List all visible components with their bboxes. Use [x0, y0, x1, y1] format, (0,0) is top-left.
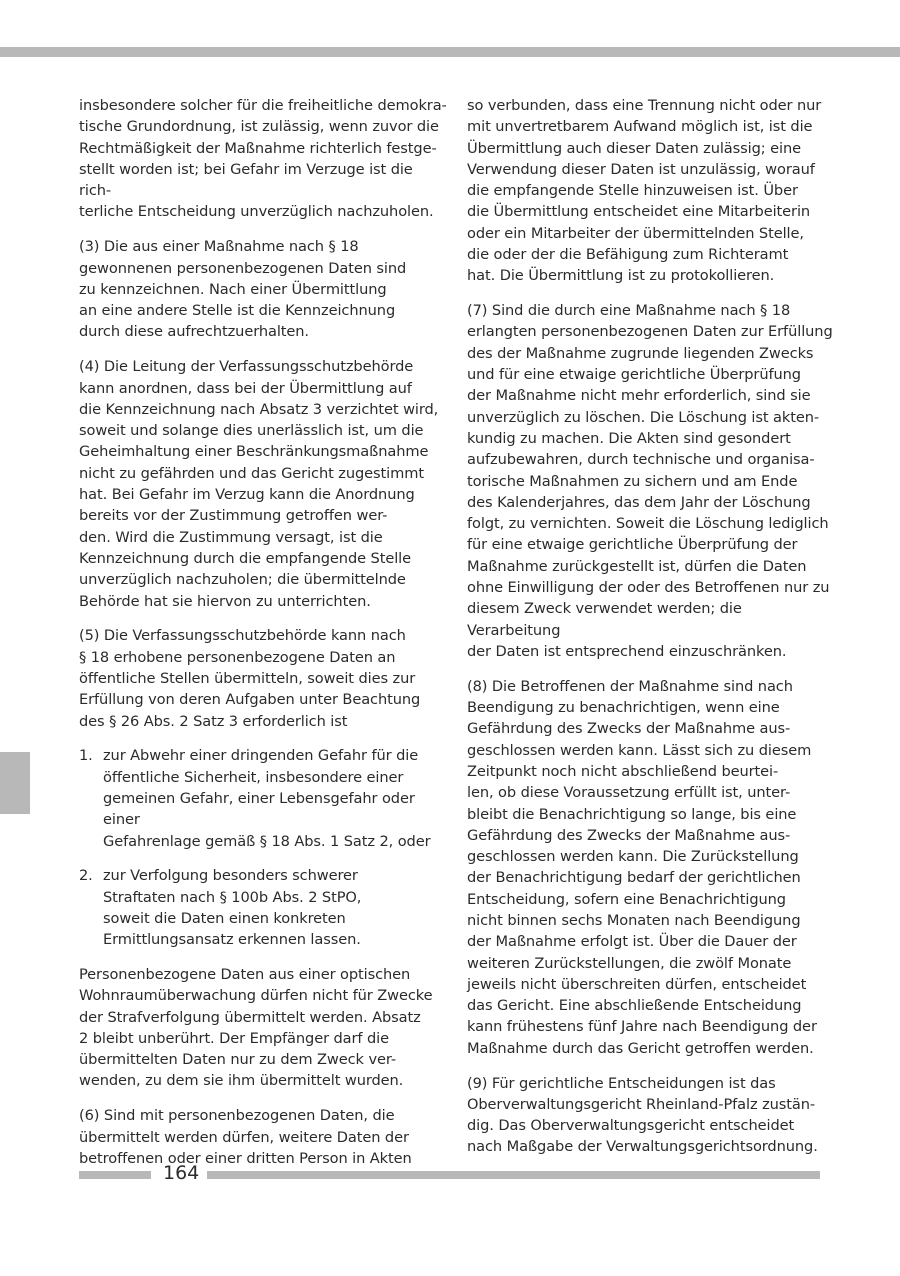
chapter-tab-marker: [0, 752, 30, 814]
left-column: [79, 95, 449, 1183]
paragraph-4: (4) Die Leitung der Verfassungsschutzbehörde kann anordnen, dass bei der Übermittlung auf die Kennzeichnung nach Absatz 3 verzichtet wird, soweit und solange dies unerlässlich ist, um die Geheimhaltung einer Beschränkungsmaßnahme nicht zu gefährden und das Gericht zugestimmt hat. Bei Gefahr im Verzug kann die Anordnung bereits vor der Zustimmung getroffen wer- den. Wird die Zustimmung versagt, ist die Kennzeichnung durch die empfangende Stelle unverzüglich nachzuholen; die übermittelnde Behörde hat sie hiervon zu unterrichten.: [79, 358, 439, 610]
page-number: 164: [163, 1162, 200, 1184]
paragraph-6: (6) Sind mit personenbezogenen Daten, die übermittelt werden dürfen, weitere Daten der betroffenen oder einer dritten Person in Akten: [79, 1107, 412, 1167]
paragraph-after-list: Personenbezogene Daten aus einer optischen Wohnraumüberwachung dürfen nicht für Zwecke der Strafverfolgung übermittelt werden. Absatz 2 bleibt unberührt. Der Empfänger darf die übermittelten Daten nur zu dem Zweck ver- wenden, zu dem sie ihm übermittelt wurden.: [79, 965, 433, 1090]
list-item: [79, 745, 449, 851]
paragraph-9: (9) Für gerichtliche Entscheidungen ist das Oberverwaltungsgericht Rheinland-Pfalz zustän- dig. Das Oberverwaltungsgericht entscheidet nach Maßgabe der Verwaltungsgerichtsordnung.: [467, 1074, 818, 1156]
list-item-number: 1.: [79, 747, 93, 765]
list-item: [79, 865, 449, 950]
header-rule: [0, 47, 900, 57]
list-item-text: zur Verfolgung besonders schwerer Straftaten nach § 100b Abs. 2 StPO, soweit die Daten einen konkreten Ermittlungsansatz erkennen lassen.: [103, 867, 362, 949]
footer-rule-right: [207, 1171, 820, 1179]
paragraph-intro: insbesondere solcher für die freiheitliche demokra- tische Grundordnung, ist zulässig, wenn zuvor die Rechtmäßigkeit der Maßnahme richterlich festge- stellt worden ist; bei Gefahr im Verzuge ist die rich- terliche Entscheidung unverzüglich nachzuholen.: [79, 97, 447, 221]
list-item-number: 2.: [79, 867, 93, 885]
paragraph-3: (3) Die aus einer Maßnahme nach § 18 gewonnenen personenbezogenen Daten sind zu kennzeichnen. Nach einer Übermittlung an eine andere Stelle ist die Kennzeichnung durch diese aufrechtzuerhalten.: [79, 238, 407, 341]
right-column: [467, 95, 837, 1171]
footer-rule-left: [79, 1171, 151, 1179]
paragraph-5: (5) Die Verfassungsschutzbehörde kann nach § 18 erhobene personenbezogene Daten an öffentliche Stellen übermitteln, soweit dies zur Erfüllung von deren Aufgaben unter Beachtung des § 26 Abs. 2 Satz 3 erforderlich ist: [79, 627, 421, 730]
paragraph-7: (7) Sind die durch eine Maßnahme nach § 18 erlangten personenbezogenen Daten zur Erfüllung des der Maßnahme zugrunde liegenden Zwecks und für eine etwaige gerichtliche Überprüfung der Maßnahme nicht mehr erforderlich, sind sie unverzüglich zu löschen. Die Löschung ist akten- kundig zu machen. Die Akten sind gesondert aufzubewahren, durch technische und organisa- torische Maßnahmen zu sichern und am Ende des Kalenderjahres, das dem Jahr der Löschung folgt, zu vernichten. Soweit die Löschung lediglich für eine etwaige gerichtliche Überprüfung der Maßnahme zurückgestellt ist, dürfen die Daten ohne Einwilligung der oder des Betroffenen nur zu diesem Zweck verwendet werden; die Verarbeitung der Daten ist entsprechend einzuschränken.: [467, 302, 833, 660]
page-footer: [79, 1160, 820, 1186]
list-item-text: zur Abwehr einer dringenden Gefahr für die öffentliche Sicherheit, insbesondere einer gemeinen Gefahr, einer Lebensgefahr oder einer Gefahrenlage gemäß § 18 Abs. 1 Satz 2, oder: [103, 747, 431, 850]
paragraph-8: (8) Die Betroffenen der Maßnahme sind nach Beendigung zu benachrichtigen, wenn eine Gefährdung des Zwecks der Maßnahme aus- geschlossen werden kann. Lässt sich zu diesem Zeitpunkt noch nicht abschließend beurtei- len, ob diese Voraussetzung erfüllt ist, unter- bleibt die Benachrichtigung so lange, bis eine Gefährdung des Zwecks der Maßnahme aus- geschlossen werden kann. Die Zurückstellung der Benachrichtigung bedarf der gerichtlichen Entscheidung, sofern eine Benachrichtigung nicht binnen sechs Monaten nach Beendigung der Maßnahme erfolgt ist. Über die Dauer der weiteren Zurückstellungen, die zwölf Monate jeweils nicht überschreiten dürfen, entscheidet das Gericht. Eine abschließende Entscheidung kann frühestens fünf Jahre nach Beendigung der Maßnahme durch das Gericht getroffen werden.: [467, 677, 817, 1057]
paragraph-6-continued: so verbunden, dass eine Trennung nicht oder nur mit unvertretbarem Aufwand möglich ist, ist die Übermittlung auch dieser Daten zulässig; eine Verwendung dieser Daten ist unzulässig, worauf die empfangende Stelle hinzuweisen ist. Über die Übermittlung entscheidet eine Mitarbeiterin oder ein Mitarbeiter der übermittelnden Stelle, die oder der die Befähigung zum Richteramt hat. Die Übermittlung ist zu protokollieren.: [467, 97, 822, 285]
